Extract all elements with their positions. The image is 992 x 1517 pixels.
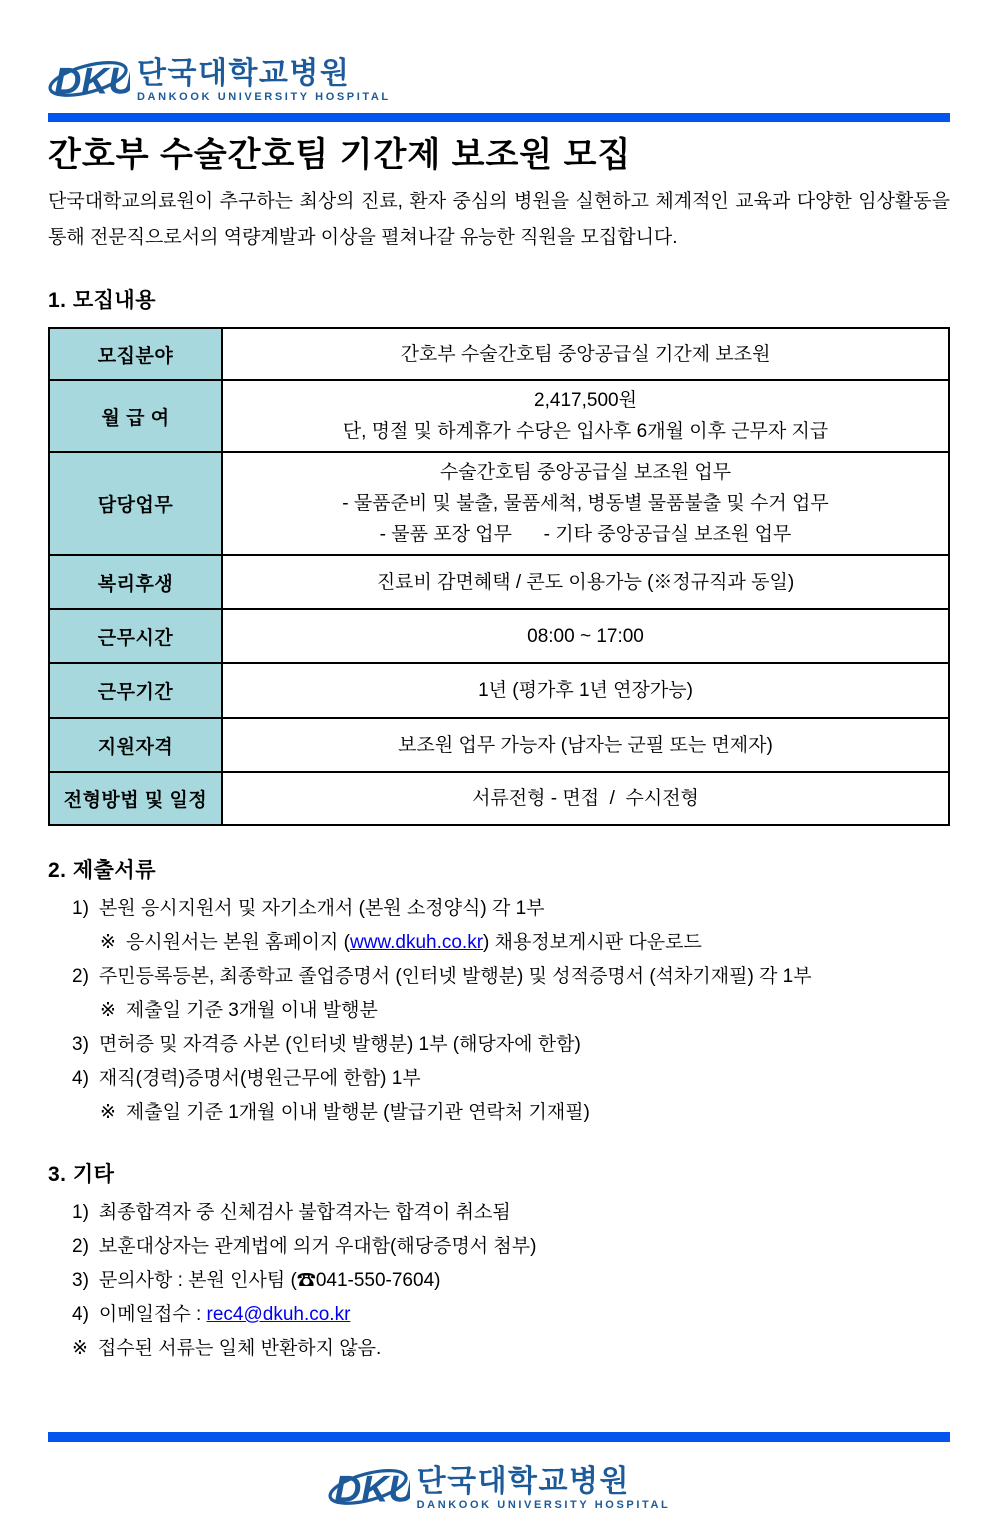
item-text: 접수된 서류는 일체 반환하지 않음. <box>97 1338 382 1359</box>
note-marker: ※ <box>100 932 116 953</box>
dku-emblem-icon <box>328 1460 410 1517</box>
section-heading-documents: 2. 제출서류 <box>48 859 156 882</box>
header-divider-bar <box>48 113 950 122</box>
item-text: 제출일 기준 1개월 이내 발행분 (발급기관 연락처 기재필) <box>125 1102 590 1123</box>
table-row <box>49 380 949 452</box>
row-value: 1년 (평가후 1년 연장가능) <box>478 680 693 701</box>
hospital-name-english: DANKOOK UNIVERSITY HOSPITAL <box>416 1499 671 1511</box>
list-item <box>48 960 950 994</box>
row-value: 수술간호팀 중앙공급실 보조원 업무 <box>439 462 732 483</box>
hospital-name-korean: 단국대학교병원 <box>416 1465 630 1498</box>
row-value: 단, 명절 및 하계휴가 수당은 입사후 6개월 이후 근무자 지급 <box>342 421 829 442</box>
item-number: 2) <box>72 1236 89 1257</box>
item-text: 이메일접수 : rec4@dkuh.co.kr <box>98 1304 351 1325</box>
row-label: 근무시간 <box>49 609 222 663</box>
table-row <box>49 663 949 718</box>
row-value: 08:00 ~ 17:00 <box>527 625 644 647</box>
recruit-table <box>48 327 950 826</box>
dku-acronym: DKU <box>333 1467 410 1510</box>
item-number: 2) <box>72 966 89 987</box>
list-item-note <box>48 926 950 960</box>
item-text: 주민등록등본, 최종학교 졸업증명서 (인터넷 발행분) 및 성적증명서 (석차기재필) 각 1부 <box>98 966 812 987</box>
row-value: 2,417,500원 <box>534 390 637 411</box>
item-number: 1) <box>72 1202 89 1223</box>
list-item-note <box>48 1096 950 1130</box>
item-text: 보훈대상자는 관계법에 의거 우대함(해당증명서 첨부) <box>98 1236 537 1257</box>
item-number: 1) <box>72 898 89 919</box>
etc-list <box>48 1196 950 1366</box>
table-row <box>49 555 949 609</box>
item-number: 4) <box>72 1068 89 1089</box>
list-item <box>48 892 950 926</box>
item-text: 제출일 기준 3개월 이내 발행분 <box>125 1000 378 1021</box>
section-heading-recruit: 1. 모집내용 <box>48 289 156 312</box>
item-number: 4) <box>72 1304 89 1325</box>
homepage-link[interactable]: www.dkuh.co.kr <box>349 932 484 953</box>
row-value: 서류전형 - 면접 / 수시전형 <box>472 788 699 809</box>
footer-divider-bar <box>48 1432 950 1442</box>
item-number: 3) <box>72 1270 89 1291</box>
hospital-name-korean: 단국대학교병원 <box>137 57 351 90</box>
email-link[interactable]: rec4@dkuh.co.kr <box>206 1304 351 1325</box>
row-label: 월 급 여 <box>49 380 222 452</box>
list-item <box>48 1196 950 1230</box>
item-text: 최종합격자 중 신체검사 불합격자는 합격이 취소됨 <box>98 1202 511 1223</box>
dku-emblem-icon <box>48 52 130 109</box>
item-number: 3) <box>72 1034 89 1055</box>
list-item <box>48 1264 950 1298</box>
item-text: 응시원서는 본원 홈페이지 (www.dkuh.co.kr) 채용정보게시판 다운로드 <box>125 932 702 953</box>
hospital-logo-header <box>48 52 950 109</box>
row-value: - 물품준비 및 불출, 물품세척, 병동별 물품불출 및 수거 업무 <box>342 493 829 514</box>
hospital-logo-footer <box>48 1460 950 1517</box>
dku-acronym: DKU <box>54 59 130 102</box>
item-text: 면허증 및 자격증 사본 (인터넷 발행분) 1부 (해당자에 한함) <box>98 1034 581 1055</box>
row-label: 담당업무 <box>49 452 222 555</box>
table-row <box>49 772 949 825</box>
note-marker: ※ <box>72 1338 88 1359</box>
note-marker: ※ <box>100 1102 116 1123</box>
note-marker: ※ <box>100 1000 116 1021</box>
row-label: 지원자격 <box>49 718 222 772</box>
item-text: 문의사항 : 본원 인사팀 (☎041-550-7604) <box>98 1270 441 1291</box>
row-label: 근무기간 <box>49 663 222 718</box>
list-item <box>48 1298 950 1332</box>
list-item <box>48 1062 950 1096</box>
table-row <box>49 718 949 772</box>
row-value: - 물품 포장 업무 - 기타 중앙공급실 보조원 업무 <box>379 524 792 545</box>
intro-paragraph: 단국대학교의료원이 추구하는 최상의 진료, 환자 중심의 병원을 실현하고 체계적인 교육과 다양한 임상활동을 통해 전문직으로서의 역량계발과 이상을 펼쳐나갈 유능한 직원을 모집합니다. <box>48 191 950 248</box>
section-heading-etc: 3. 기타 <box>48 1163 115 1186</box>
documents-list <box>48 892 950 1130</box>
list-item <box>48 1230 950 1264</box>
row-label: 모집분야 <box>49 328 222 380</box>
row-label: 복리후생 <box>49 555 222 609</box>
list-item-note <box>48 994 950 1028</box>
hospital-name-english: DANKOOK UNIVERSITY HOSPITAL <box>137 91 391 103</box>
table-row <box>49 609 949 663</box>
table-row <box>49 328 949 380</box>
row-value: 보조원 업무 가능자 (남자는 군필 또는 면제자) <box>398 734 773 756</box>
item-text: 본원 응시지원서 및 자기소개서 (본원 소정양식) 각 1부 <box>98 898 545 919</box>
page-title: 간호부 수술간호팀 기간제 보조원 모집 <box>48 136 632 174</box>
row-value: 진료비 감면혜택 / 콘도 이용가능 (※정규직과 동일) <box>376 571 795 593</box>
list-item-note <box>48 1332 950 1366</box>
list-item <box>48 1028 950 1062</box>
table-row <box>49 452 949 555</box>
row-value: 간호부 수술간호팀 중앙공급실 기간제 보조원 <box>400 343 771 365</box>
row-label: 전형방법 및 일정 <box>49 772 222 825</box>
item-text: 재직(경력)증명서(병원근무에 한함) 1부 <box>98 1068 421 1089</box>
